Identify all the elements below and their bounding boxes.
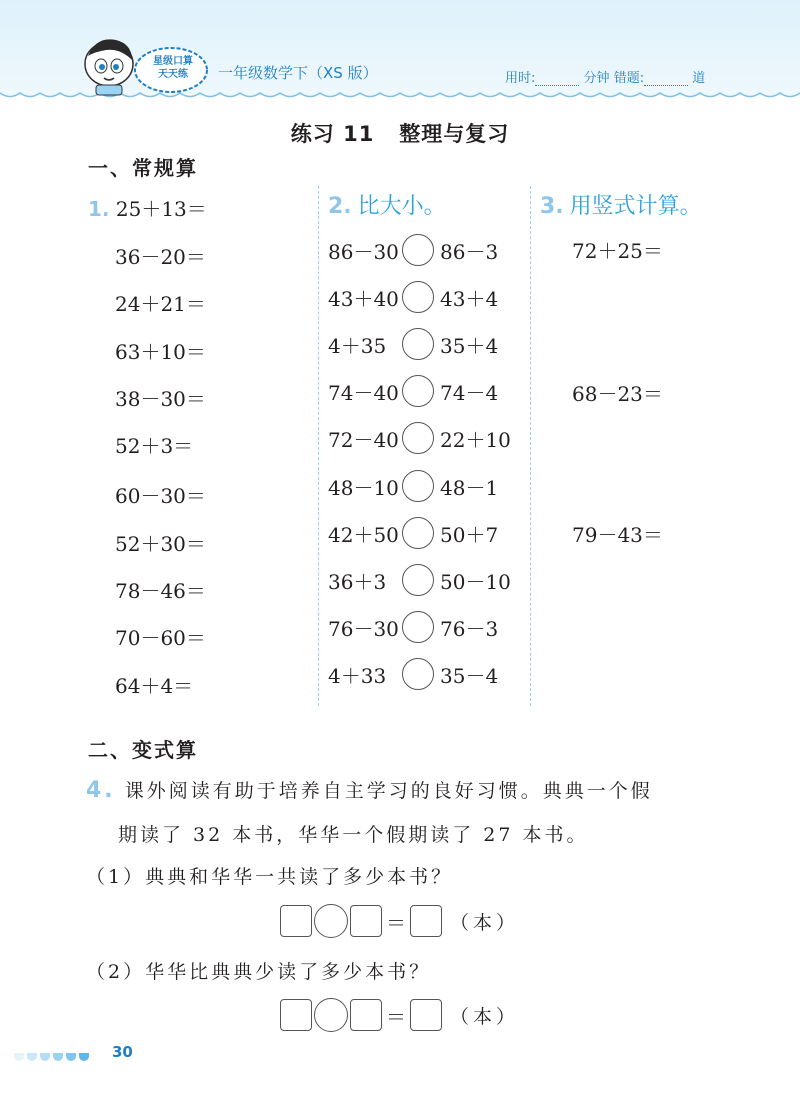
compare-answer-circle[interactable] [402, 281, 434, 313]
q1-item-4: 63＋10＝ [115, 340, 206, 364]
footer-dot [14, 1053, 24, 1061]
q4-sub-question-2: （2）华华比典典少读了多少本书？ [86, 961, 432, 983]
q4-answer-row-2 [280, 998, 519, 1036]
compare-left: 36＋3 [328, 569, 387, 594]
compare-left: 4＋35 [328, 333, 387, 358]
q3-item-2: 68－23＝ [572, 382, 663, 406]
q4-sub-question-1: （1）典典和华华一共读了多少本书？ [86, 866, 454, 888]
compare-right: 76－3 [440, 616, 499, 641]
footer-decoration [14, 1046, 92, 1065]
q4-text-line-1 [86, 776, 653, 803]
compare-left: 4＋33 [328, 663, 387, 688]
q2-heading [328, 189, 446, 220]
footer-dot [79, 1053, 89, 1061]
compare-right: 35＋4 [440, 333, 499, 358]
compare-answer-circle[interactable] [402, 328, 434, 360]
compare-row [328, 375, 498, 411]
compare-left: 72－40 [328, 427, 399, 452]
result-box[interactable] [410, 999, 442, 1031]
compare-answer-circle[interactable] [402, 658, 434, 690]
errors-unit: 道 [692, 71, 706, 86]
compare-answer-circle[interactable] [402, 234, 434, 266]
unit-label: （本） [450, 911, 520, 934]
badge-line-1: 星级口算 [153, 56, 193, 67]
time-unit: 分钟 [583, 71, 610, 86]
compare-left: 76－30 [328, 616, 399, 641]
compare-row [328, 517, 498, 553]
badge-text [144, 55, 202, 81]
column-divider-1 [318, 186, 319, 706]
compare-left: 74－40 [328, 380, 399, 405]
section-title-2: 二、变式算 [88, 738, 198, 762]
compare-row [328, 470, 498, 506]
unit-label: （本） [450, 1005, 520, 1028]
footer-dot [27, 1053, 37, 1061]
q3-heading [540, 189, 702, 220]
q1-item-6: 52＋3＝ [115, 434, 194, 458]
q1-item-3: 24＋21＝ [115, 292, 206, 316]
q2-number: 2. [328, 194, 352, 219]
footer-dot [40, 1053, 50, 1061]
q1-item-10: 70－60＝ [115, 626, 206, 650]
q1-number: 1. [88, 197, 110, 221]
column-divider-2 [530, 186, 531, 706]
q1-item-2: 36－20＝ [115, 245, 206, 269]
q4-text-1: 课外阅读有助于培养自主学习的良好习惯。典典一个假 [124, 780, 653, 802]
compare-row [328, 658, 498, 694]
compare-row [328, 234, 498, 270]
compare-row [328, 281, 498, 317]
compare-answer-circle[interactable] [402, 470, 434, 502]
answer-box[interactable] [280, 999, 312, 1031]
compare-right: 74－4 [440, 380, 499, 405]
compare-left: 43＋40 [328, 286, 399, 311]
q1-item-11: 64＋4＝ [115, 674, 194, 698]
q1-item-9: 78－46＝ [115, 579, 206, 603]
compare-right: 50＋7 [440, 522, 499, 547]
compare-row [328, 611, 498, 647]
footer-dot [66, 1053, 76, 1061]
compare-right: 43＋4 [440, 286, 499, 311]
operator-circle[interactable] [314, 998, 348, 1032]
timer-fields [505, 67, 705, 86]
operator-circle[interactable] [314, 904, 348, 938]
errors-blank[interactable] [644, 73, 688, 86]
compare-answer-circle[interactable] [402, 517, 434, 549]
q1-item-1: 25＋13＝ [115, 197, 207, 221]
compare-right: 35－4 [440, 663, 499, 688]
compare-left: 42＋50 [328, 522, 399, 547]
compare-left: 86－30 [328, 239, 399, 264]
compare-row [328, 564, 511, 600]
compare-answer-circle[interactable] [402, 422, 434, 454]
q3-item-3: 79－43＝ [572, 523, 663, 547]
q2-title: 比大小。 [357, 194, 446, 219]
time-label: 用时: [505, 71, 536, 86]
q4-answer-row-1 [280, 904, 519, 942]
q3-item-1: 72＋25＝ [572, 239, 663, 263]
q3-number: 3. [540, 194, 564, 219]
q1-item [88, 193, 207, 222]
page-title: 练习 11 整理与复习 [290, 122, 510, 146]
compare-answer-circle[interactable] [402, 611, 434, 643]
footer-dot [53, 1053, 63, 1061]
q3-title: 用竖式计算。 [569, 194, 702, 219]
compare-right: 48－1 [440, 475, 499, 500]
page-number: 30 [112, 1043, 133, 1061]
compare-right: 22＋10 [440, 427, 511, 452]
compare-right: 50－10 [440, 569, 511, 594]
equals-sign: ＝ [386, 910, 406, 935]
compare-answer-circle[interactable] [402, 375, 434, 407]
result-box[interactable] [410, 905, 442, 937]
compare-row [328, 422, 511, 458]
compare-right: 86－3 [440, 239, 499, 264]
answer-box[interactable] [350, 999, 382, 1031]
answer-box[interactable] [280, 905, 312, 937]
q1-item-8: 52＋30＝ [115, 532, 206, 556]
compare-left: 48－10 [328, 475, 399, 500]
q4-text-line-2: 期读了 32 本书，华华一个假期读了 27 本书。 [118, 824, 589, 846]
equals-sign: ＝ [386, 1004, 406, 1029]
errors-label: 错题: [613, 71, 645, 86]
time-blank[interactable] [535, 73, 579, 86]
compare-row [328, 328, 498, 364]
book-title: 一年级数学下（XS 版） [218, 64, 378, 82]
q1-item-5: 38－30＝ [115, 387, 206, 411]
q1-item-7: 60－30＝ [115, 484, 206, 508]
compare-answer-circle[interactable] [402, 564, 434, 596]
section-title-1: 一、常规算 [88, 156, 198, 180]
answer-box[interactable] [350, 905, 382, 937]
q4-number: 4. [86, 778, 116, 803]
badge-line-2: 天天练 [158, 69, 188, 80]
